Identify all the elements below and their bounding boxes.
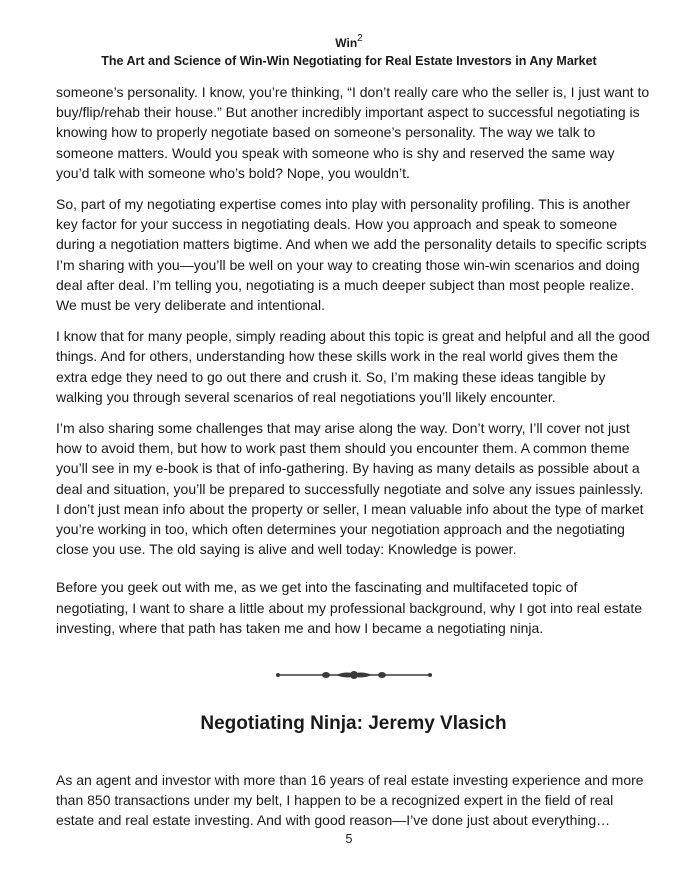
section-paragraph: As an agent and investor with more than 16 years of real estate investing experience and more than 850 transactions under my belt, I happen to be a recognized expert in the field of real estate and real estate investing. And with good reason—I’ve done just about everything…	[56, 772, 644, 829]
brand-text: Win	[335, 36, 358, 50]
paragraph-3: I know that for many people, simply reading about this topic is great and helpful and all the good things. And for others, understanding how these skills work in the real world gives them the extra edge they need to go out there and crush it. So, I’m making these ideas tangible by walking you through several scenarios of real negotiations you’ll likely encounter.	[56, 328, 650, 405]
page-number: 5	[345, 832, 353, 846]
paragraph-5: Before you geek out with me, as we get into the fascinating and multifaceted topic of negotiating, I want to share a little about my professional background, why I got into real estate investing, where that path has taken me and how I became a negotiating ninja.	[56, 579, 643, 636]
ornamental-divider-icon	[274, 668, 434, 682]
brand-superscript: 2	[357, 33, 363, 44]
paragraph-2: So, part of my negotiating expertise comes into play with personality profiling. This is another key factor for your success in negotiating deals. How you approach and speak to someone during a negotiation matters bigtime. And when we add the personality details to specific scripts I’m sharing with you—you’ll be well on your way to creating those win-win scenarios and doing deal after deal. I’m telling you, negotiating is a much deeper subject than most people realize. We must be very deliberate and intentional.	[56, 196, 647, 314]
running-header	[0, 30, 698, 70]
brand-mark	[335, 30, 362, 52]
section-heading: Negotiating Ninja: Jeremy Vlasich	[200, 713, 507, 735]
body-text	[56, 82, 651, 842]
paragraph-4: I’m also sharing some challenges that may arise along the way. Don’t worry, I’ll cover not just how to avoid them, but how to work past them should you encounter them. A common theme you’ll see in my e-book is that of info-gathering. By having as many details as possible about a deal and situation, you’ll be prepared to successfully negotiate and solve any issues painlessly. I don’t just mean info about the property or seller, I mean valuable info about the type of market you’re working in too, which often determines your negotiation approach and the negotiating close you use. The old saying is alive and well today: Knowledge is power.	[56, 420, 644, 558]
paragraph-1: someone’s personality. I know, you’re thinking, “I don’t really care who the seller is, I just want to buy/flip/rehab their house.” But another incredibly important aspect to successful negotiating is knowing how to properly negotiate based on someone’s personality. The way we talk to someone matters. Would you speak with someone who is shy and reserved the same way you’d talk with someone who’s bold? Nope, you wouldn’t.	[56, 84, 650, 181]
book-title: The Art and Science of Win-Win Negotiating for Real Estate Investors in Any Market	[101, 54, 597, 68]
